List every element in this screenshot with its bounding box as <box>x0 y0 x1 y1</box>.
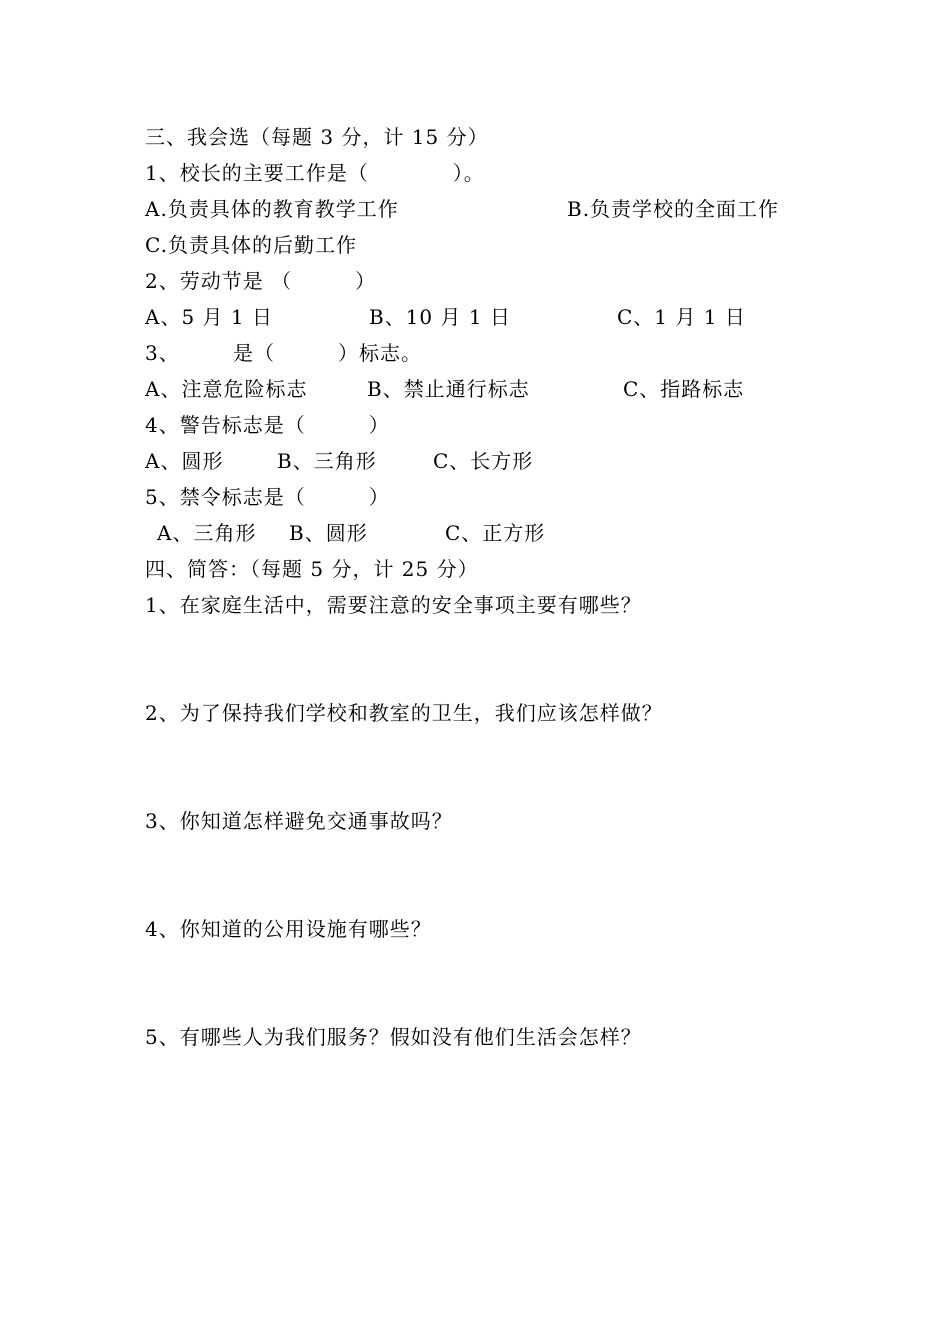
q4-stem: 4、警告标志是（ ） <box>145 413 390 437</box>
q3-option-a: A、注意危险标志 <box>145 377 308 401</box>
q3-stem-text: 是（ ）标志。 <box>233 341 422 365</box>
q3-option-b: B、禁止通行标志 <box>367 377 530 401</box>
q2-options <box>145 304 845 330</box>
q4-option-a: A、圆形 <box>145 449 224 473</box>
q5-option-b: B、圆形 <box>289 521 368 545</box>
q3-stem <box>145 340 545 366</box>
q1-option-c: C.负责具体的后勤工作 <box>145 233 357 257</box>
short-answer-q2: 2、为了保持我们学校和教室的卫生，我们应该怎样做？ <box>145 701 663 725</box>
q1-option-b: B.负责学校的全面工作 <box>567 197 780 221</box>
q2-option-b: B、10 月 1 日 <box>369 305 511 329</box>
short-answer-q1: 1、在家庭生活中，需要注意的安全事项主要有哪些？ <box>145 593 642 617</box>
q3-options <box>145 376 845 402</box>
q5-option-c: C、正方形 <box>445 521 546 545</box>
q5-option-a: A、三角形 <box>157 521 257 545</box>
q2-option-a: A、5 月 1 日 <box>145 305 273 329</box>
q4-option-b: B、三角形 <box>277 449 377 473</box>
q3-stem-number: 3、 <box>145 341 180 365</box>
section4-heading: 四、简答：（每题 5 分，计 25 分） <box>145 557 479 581</box>
q4-option-c: C、长方形 <box>433 449 534 473</box>
q5-stem: 5、禁令标志是（ ） <box>145 485 390 509</box>
short-answer-q3: 3、你知道怎样避免交通事故吗？ <box>145 809 453 833</box>
q2-option-c: C、1 月 1 日 <box>617 305 746 329</box>
q1-stem: 1、校长的主要工作是（ ）。 <box>145 161 485 185</box>
section3-heading: 三、我会选（每题 3 分，计 15 分） <box>145 125 489 149</box>
short-answer-q5: 5、有哪些人为我们服务？假如没有他们生活会怎样？ <box>145 1025 642 1049</box>
short-answer-q4: 4、你知道的公用设施有哪些？ <box>145 917 432 941</box>
q1-options-row1 <box>145 196 845 222</box>
q4-options <box>145 448 845 474</box>
q1-option-a: A.负责具体的教育教学工作 <box>145 197 399 221</box>
q2-stem: 2、劳动节是 （ ） <box>145 269 377 293</box>
q5-options <box>157 520 857 546</box>
q3-option-c: C、指路标志 <box>623 377 745 401</box>
